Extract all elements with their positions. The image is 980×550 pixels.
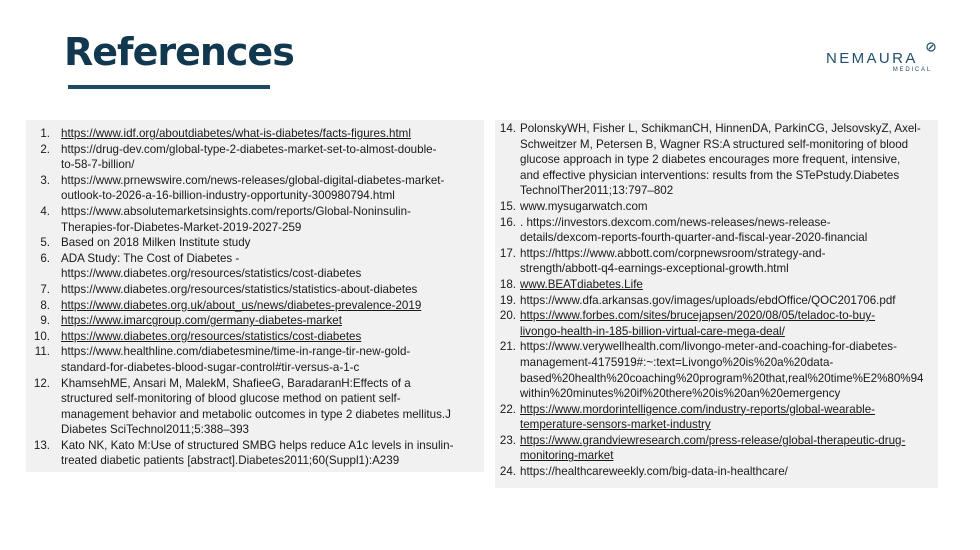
reference-number: 21. [499,340,516,354]
reference-text: https://https://www.abbott.com/corpnewsroom/strategy-and- strength/abbott-q4-earnings-exceptional-growth.html [520,246,826,276]
reference-link[interactable]: https://www.diabetes.org.uk/about_us/news/diabetes-prevalence-2019 [61,298,422,312]
reference-item [498,339,934,401]
page-title: References [64,30,294,74]
reference-number: 11. [34,345,50,359]
references-list-left [26,120,484,469]
reference-number: 4. [40,204,50,218]
reference-item [32,204,480,235]
reference-link[interactable]: https://www.imarcgroup.com/germany-diabetes-market [61,314,342,328]
reference-item [32,376,480,438]
reference-number: 6. [40,251,50,265]
reference-item [498,308,934,339]
reference-link[interactable]: https://www.grandviewresearch.com/press-release/global-therapeutic-drug- monitoring-market [520,433,906,463]
reference-item [498,464,934,480]
reference-number: 15. [499,199,516,213]
reference-number: 9. [40,314,50,328]
reference-number: 7. [40,282,50,296]
reference-link[interactable]: www.BEATdiabetes.Life [520,277,643,291]
reference-text: https://www.healthline.com/diabetesmine/time-in-range-tir-new-gold- standard-for-diabetes-blood-sugar-control#tir-versus-a-1-c [61,345,411,374]
reference-link[interactable]: https://www.forbes.com/sites/brucejapsen/2020/08/05/teladoc-to-buy- livongo-health-in-185-billion-virtual-care-mega-deal/ [520,309,876,338]
reference-item [32,251,480,282]
reference-item [32,235,480,251]
nemaura-logo [826,44,936,78]
reference-text: https://www.verywellhealth.com/livongo-meter-and-coaching-for-diabetes- management-4175919#:~:text=Livongo%20is%20a%20data- based%20health%20coaching%20program%20that,real%20time%E2%80%94 within%20minutes%20if%20there%20is%20an%20emergency [520,340,924,401]
reference-text: ADA Study: The Cost of Diabetes - https://www.diabetes.org/resources/statistics/cost-diabetes [61,251,362,281]
logo-sub: MEDICAL [892,67,932,73]
reference-text: https://www.dfa.arkansas.gov/images/uploads/ebdOffice/QOC201706.pdf [520,293,896,307]
reference-link[interactable]: https://www.diabetes.org/resources/statistics/cost-diabetes [61,329,362,343]
reference-item [498,402,934,433]
reference-text: https://www.prnewswire.com/news-releases/global-digital-diabetes-market- outlook-to-2026-a-16-billion-industry-opportunity-300980794.html [61,173,445,203]
reference-text: www.mysugarwatch.com [520,199,648,213]
reference-item [32,313,480,329]
reference-number: 22. [499,402,516,416]
reference-item [32,438,480,469]
reference-number: 17. [499,246,516,260]
reference-text: PolonskyWH, Fisher L, SchikmanCH, HinnenDA, ParkinCG, JelsovskyZ, Axel- Schweitzer M, Petersen B, Wagner RS:A structured self-monitoring of blood glucose approach in type 2 diabetes encourages more frequent, intensive, and effective physician interventions: results from the STePstudy.Diabetes TechnolTher2011;13:797–802 [520,122,921,198]
references-list-right [495,120,938,480]
reference-item [498,121,934,199]
reference-number: 24. [499,465,516,479]
references-panel-right [495,120,938,488]
reference-number: 3. [40,173,50,187]
reference-item [32,142,480,173]
reference-item [498,246,934,277]
reference-text: Kato NK, Kato M:Use of structured SMBG helps reduce A1c levels in insulin- treated diabetic patients [abstract].Diabetes2011;60(Suppl1):A239 [61,438,454,468]
reference-text: https://healthcareweekly.com/big-data-in-healthcare/ [520,465,788,479]
reference-number: 18. [499,277,516,291]
reference-item [498,215,934,246]
reference-text: https://www.absolutemarketsinsights.com/reports/Global-Noninsulin- Therapies-for-Diabetes-Market-2019-2027-259 [61,204,411,234]
reference-number: 16. [499,215,516,229]
reference-number: 10. [33,329,50,343]
reference-number: 20. [499,309,516,323]
reference-item [498,199,934,215]
reference-number: 1. [40,127,50,140]
reference-number: 8. [40,298,50,312]
reference-item [32,173,480,204]
reference-item [32,329,480,345]
reference-number: 23. [499,433,516,447]
reference-text: https://drug-dev.com/global-type-2-diabetes-market-set-to-almost-double- to-58-7-billion/ [61,142,437,172]
reference-item [32,126,480,142]
logo-name: NEMAURA [826,50,918,67]
reference-number: 2. [40,142,50,156]
reference-text: . https://investors.dexcom.com/news-releases/news-release- details/dexcom-reports-fourth-quarter-and-fiscal-year-2020-financial [520,215,868,245]
reference-item [32,298,480,314]
reference-number: 12. [33,376,50,390]
references-panel-left [26,120,484,472]
reference-item [32,344,480,375]
reference-number: 19. [499,293,516,307]
reference-number: 13. [33,438,50,452]
reference-item [498,433,934,464]
reference-number: 5. [40,236,50,250]
reference-number: 14. [499,122,516,135]
reference-link[interactable]: https://www.idf.org/aboutdiabetes/what-is-diabetes/facts-figures.html [61,127,411,140]
reference-link[interactable]: https://www.mordorintelligence.com/industry-reports/global-wearable- temperature-sensors-market-industry [520,402,876,432]
reference-text: KhamsehME, Ansari M, MalekM, ShafieeG, BaradaranH:Effects of a structured self-monitoring of blood glucose method on patient self- management behavior and metabolic outcomes in type 2 diabetes mellitus.J Diabetes SciTechnol2011;5:388–393 [61,376,451,437]
logo-swirl-icon [926,42,936,52]
reference-item [498,277,934,293]
reference-item [498,293,934,309]
title-underline [68,85,270,89]
reference-text: Based on 2018 Milken Institute study [61,236,251,250]
reference-text: https://www.diabetes.org/resources/statistics/statistics-about-diabetes [61,282,418,296]
reference-item [32,282,480,298]
